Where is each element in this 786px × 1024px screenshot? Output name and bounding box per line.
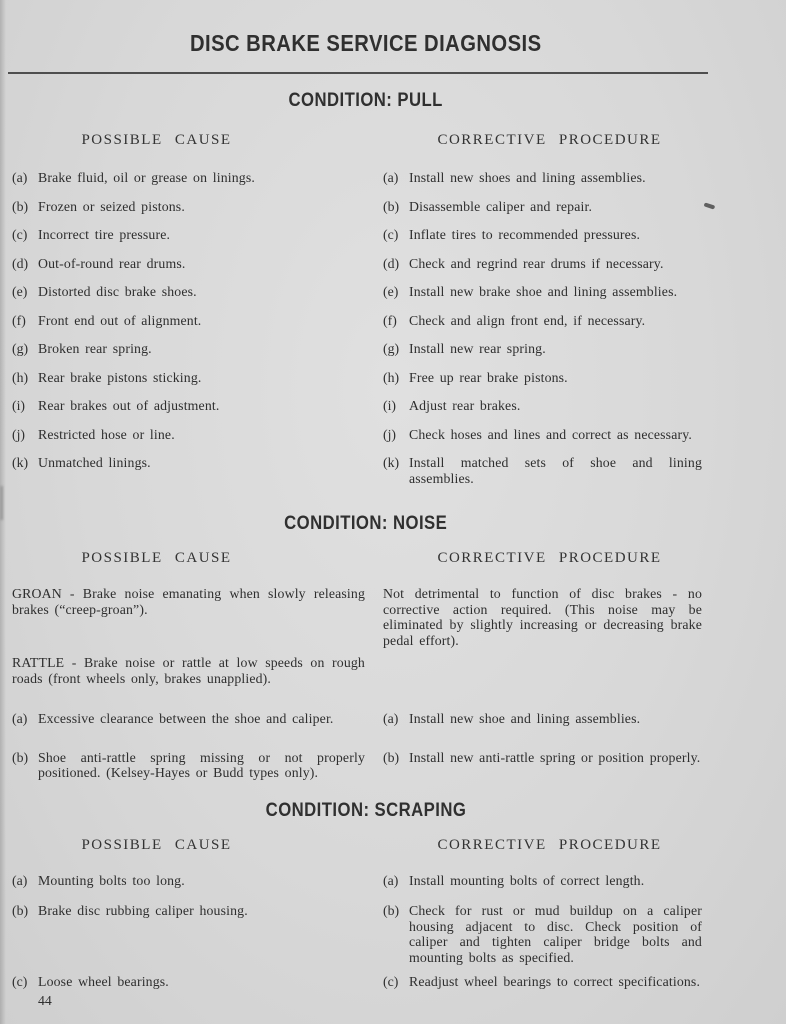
diagnosis-row	[0, 974, 786, 990]
diagnosis-row	[0, 227, 786, 243]
procedure-cell	[383, 341, 716, 357]
cause-cell	[12, 341, 367, 357]
procedure-text: Check for rust or mud buildup on a caliper housing adjacent to disc. Check position of caliper and tighten caliper bridge bolts and mounting bolts as specified.	[409, 903, 702, 965]
cause-text: Rear brake pistons sticking.	[38, 369, 202, 385]
item-label: (i)	[12, 398, 26, 413]
item-label: (a)	[12, 170, 28, 185]
procedure-cell	[383, 586, 716, 648]
procedure-text: Free up rear brake pistons.	[409, 369, 568, 385]
procedure-cell	[383, 873, 716, 889]
procedure-text: Check and regrind rear drums if necessary.	[409, 255, 664, 271]
procedure-cell	[383, 903, 716, 965]
cause-cell	[12, 313, 367, 329]
scan-edge-notch	[0, 486, 3, 520]
item-label: (a)	[12, 711, 28, 726]
diagnosis-row	[0, 873, 786, 889]
cause-text: Shoe anti-rattle spring missing or not properly positioned. (Kelsey-Hayes or Budd types only).	[38, 749, 365, 780]
item-label: (h)	[383, 369, 400, 385]
diagnosis-row	[0, 398, 786, 414]
procedure-cell	[383, 170, 716, 186]
diagnosis-row	[0, 313, 786, 329]
item-label: (e)	[383, 284, 399, 299]
possible-cause-header: POSSIBLE CAUSE	[81, 836, 232, 853]
cause-cell	[12, 873, 367, 889]
procedure-cell	[383, 427, 716, 443]
diagnosis-row	[0, 455, 786, 486]
procedure-text: Install new shoes and lining assemblies.	[409, 170, 646, 185]
cause-text: Unmatched linings.	[38, 455, 151, 470]
item-label: (b)	[12, 749, 29, 765]
procedure-cell	[383, 750, 716, 781]
procedure-cell	[383, 256, 716, 272]
header-divider-rule	[8, 72, 708, 74]
item-label: (b)	[12, 198, 29, 214]
procedure-text: Check and align front end, if necessary.	[409, 312, 646, 328]
cause-cell	[12, 586, 367, 648]
diagnosis-row	[0, 284, 786, 300]
item-label: (b)	[383, 749, 400, 765]
corrective-procedure-header: CORRECTIVE PROCEDURE	[437, 836, 662, 853]
cause-text: Mounting bolts too long.	[38, 872, 185, 888]
column-headers	[0, 551, 786, 566]
item-label: (e)	[12, 284, 28, 299]
item-label: (i)	[383, 398, 397, 413]
page-header	[8, 0, 724, 56]
cause-text: Frozen or seized pistons.	[38, 198, 185, 214]
cause-cell	[12, 655, 367, 686]
item-label: (a)	[383, 872, 399, 888]
cause-cell	[12, 974, 367, 990]
groan-procedure-text: Not detrimental to function of disc brakes - no corrective action required. (This noise may be eliminated by slightly increasing or decreasing brake pedal effort).	[383, 586, 702, 648]
item-label: (d)	[12, 255, 29, 271]
item-label: (g)	[12, 341, 29, 356]
item-label: (a)	[12, 872, 28, 888]
cause-cell	[12, 903, 367, 965]
diagnosis-row	[0, 170, 786, 186]
diagnosis-row	[0, 341, 786, 357]
groan-cause-text: GROAN - Brake noise emanating when slowly releasing brakes (“creep-groan”).	[12, 586, 365, 617]
item-label: (b)	[383, 198, 400, 214]
condition-noise-heading: CONDITION: NOISE	[284, 513, 448, 534]
cause-text: Brake disc rubbing caliper housing.	[38, 903, 248, 918]
pull-rows	[0, 170, 786, 486]
column-headers	[0, 838, 786, 853]
page-title: DISC BRAKE SERVICE DIAGNOSIS	[190, 30, 542, 56]
diagnosis-row	[0, 256, 786, 272]
possible-cause-header: POSSIBLE CAUSE	[81, 132, 232, 148]
procedure-cell	[383, 284, 716, 300]
item-label: (d)	[383, 255, 400, 271]
item-label: (h)	[12, 369, 29, 385]
page-number: 44	[38, 992, 52, 1008]
corrective-procedure-header: CORRECTIVE PROCEDURE	[437, 550, 662, 566]
section-condition-noise	[0, 515, 786, 781]
cause-text: Incorrect tire pressure.	[38, 227, 171, 242]
cause-cell	[12, 398, 367, 414]
procedure-text: Install new brake shoe and lining assemblies.	[409, 284, 678, 299]
procedure-cell	[383, 711, 716, 727]
section-condition-pull	[0, 92, 786, 486]
column-headers	[0, 133, 786, 148]
procedure-text: Check hoses and lines and correct as necessary.	[409, 426, 692, 442]
cause-cell	[12, 455, 367, 486]
procedure-cell	[383, 398, 716, 414]
cause-text: Front end out of alignment.	[38, 312, 202, 328]
cause-text: Excessive clearance between the shoe and caliper.	[38, 711, 334, 726]
diagnosis-row	[0, 199, 786, 215]
procedure-text: Readjust wheel bearings to correct specifications.	[409, 974, 701, 989]
cause-text: Loose wheel bearings.	[38, 974, 169, 989]
noise-intro-groan-row	[0, 586, 786, 648]
procedure-cell	[383, 974, 716, 990]
cause-text: Out-of-round rear drums.	[38, 255, 186, 271]
diagnosis-row	[0, 711, 786, 727]
procedure-cell	[383, 313, 716, 329]
condition-heading-wrap	[8, 799, 724, 821]
item-label: (k)	[383, 455, 400, 470]
item-label: (b)	[383, 903, 400, 918]
condition-heading-wrap	[8, 92, 724, 111]
item-label: (f)	[12, 312, 26, 328]
item-label: (j)	[12, 426, 26, 442]
diagnosis-row	[0, 903, 786, 965]
cause-text: Restricted hose or line.	[38, 426, 175, 442]
noise-intro-rattle-row	[0, 655, 786, 686]
procedure-text: Install matched sets of shoe and lining assemblies.	[409, 455, 702, 486]
item-label: (g)	[383, 341, 400, 356]
procedure-text: Install new anti-rattle spring or position properly.	[409, 749, 701, 765]
item-label: (c)	[383, 974, 399, 989]
cause-cell	[12, 427, 367, 443]
cause-cell	[12, 227, 367, 243]
diagnosis-row	[0, 370, 786, 386]
procedure-cell	[383, 199, 716, 215]
item-label: (c)	[12, 974, 28, 989]
procedure-text: Install new shoe and lining assemblies.	[409, 711, 641, 726]
cause-cell	[12, 170, 367, 186]
condition-scraping-heading: CONDITION: SCRAPING	[265, 799, 467, 821]
possible-cause-header: POSSIBLE CAUSE	[81, 550, 232, 566]
procedure-text: Install mounting bolts of correct length.	[409, 872, 645, 888]
item-label: (b)	[12, 903, 29, 918]
cause-cell	[12, 711, 367, 727]
item-label: (a)	[383, 711, 399, 726]
rattle-cause-text: RATTLE - Brake noise or rattle at low speeds on rough roads (front wheels only, brakes unapplied).	[12, 655, 365, 686]
corrective-procedure-header: CORRECTIVE PROCEDURE	[437, 132, 662, 148]
procedure-text: Adjust rear brakes.	[409, 398, 521, 413]
item-label: (k)	[12, 455, 29, 470]
cause-text: Brake fluid, oil or grease on linings.	[38, 170, 255, 185]
item-label: (c)	[383, 227, 399, 242]
cause-cell	[12, 256, 367, 272]
cause-text: Broken rear spring.	[38, 341, 152, 356]
cause-cell	[12, 199, 367, 215]
procedure-cell	[383, 227, 716, 243]
procedure-text: Inflate tires to recommended pressures.	[409, 227, 641, 242]
diagnosis-row	[0, 427, 786, 443]
procedure-text: Disassemble caliper and repair.	[409, 198, 593, 214]
condition-heading-wrap	[8, 515, 724, 534]
item-label: (c)	[12, 227, 28, 242]
cause-text: Rear brakes out of adjustment.	[38, 398, 220, 413]
procedure-cell	[383, 655, 716, 686]
procedure-text: Install new rear spring.	[409, 341, 546, 356]
cause-text: Distorted disc brake shoes.	[38, 284, 197, 299]
item-label: (a)	[383, 170, 399, 185]
section-condition-scraping	[0, 799, 786, 990]
item-label: (f)	[383, 312, 397, 328]
condition-pull-heading: CONDITION: PULL	[288, 90, 444, 111]
diagnosis-row	[0, 750, 786, 781]
cause-cell	[12, 750, 367, 781]
cause-cell	[12, 370, 367, 386]
cause-cell	[12, 284, 367, 300]
item-label: (j)	[383, 426, 397, 442]
procedure-cell	[383, 455, 716, 486]
procedure-cell	[383, 370, 716, 386]
